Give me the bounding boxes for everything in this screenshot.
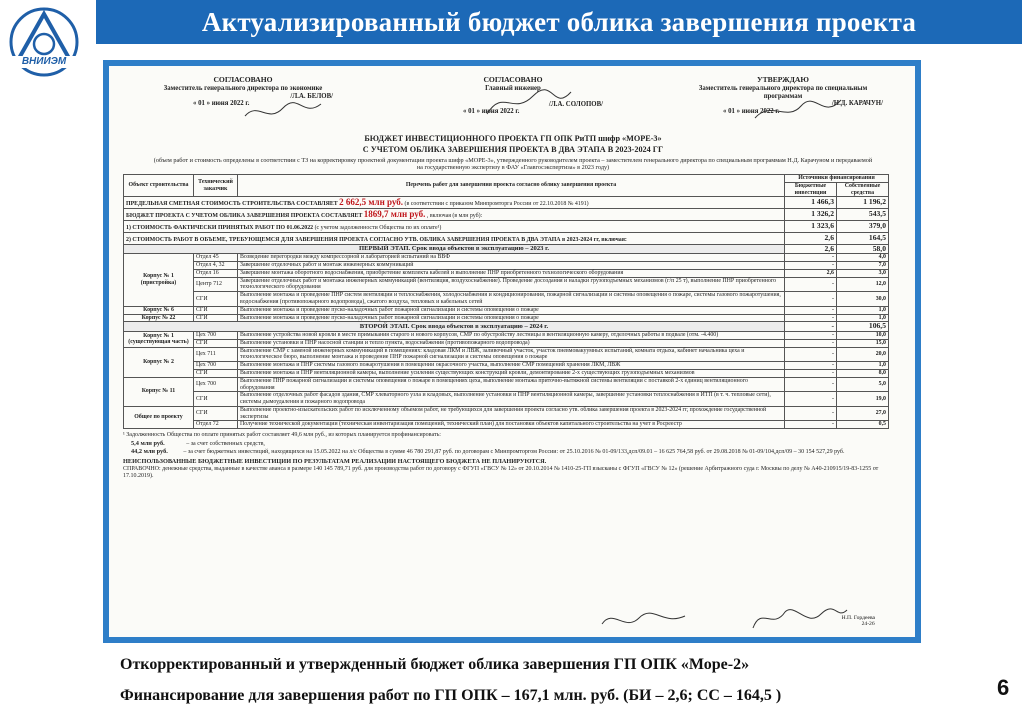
stage2-bi: - (785, 322, 837, 332)
document-subtitle: (объем работ и стоимость определены в соответствии с ТЗ на корректировку проектной документации проекта шифр «МОРЕ-3», утвержденного руководителем проекта – заместителем генерального директора по специальным программам Н.Д. Карачуном и передаваемой на государственную экспертизу в ФАУ «Главгосэкспертиза» в 2023 году) (153, 156, 873, 171)
work-cell: Завершение отделочных работ и монтаж инженерных коммуникаций (238, 262, 785, 270)
table-row (124, 262, 889, 270)
object-cell: Корпус № 1 (существующая часть) (124, 332, 194, 348)
summary-bi: 1 323,6 (785, 221, 837, 233)
approval-economics: СОГЛАСОВАНО Заместитель генерального директора по экономике /Л.А. БЕЛОВ/ « 01 » июня 2022 г. (163, 75, 333, 108)
signature-karachun (753, 96, 843, 126)
dept-cell: Отдел 16 (194, 269, 238, 277)
debt-line-2: 44,2 млн руб. – за счет бюджетных инвестиций, находящихся на 15.05.2022 на л/с Общества в сумме 46 780 291,87 руб. по договорам с Минпромторгом России: от 25.10.2016 № 01-09/133,дсп/09.01 – 16 625 764,58 руб. от 29.08.2018 № 01-09/104,дсп/09 – 30 154 527,29 руб. (131, 447, 845, 455)
approval-chief-engineer: СОГЛАСОВАНО Главный инженер /Л.А. СОЛОПОВ/ « 01 » июня 2022 г. (463, 75, 603, 116)
object-cell: Корпус № 1 (пристройка) (124, 254, 194, 306)
dept-cell: Отдел 45 (194, 254, 238, 262)
table-row (124, 421, 889, 429)
table-row (124, 392, 889, 407)
document-signer: Н.П. Гордеева 24-26 (841, 615, 875, 627)
summary-bi: 2,6 (785, 232, 837, 244)
ss-cell: 12,0 (837, 277, 889, 292)
object-cell: Корпус № 2 (124, 347, 194, 377)
dept-cell: Отдел 72 (194, 421, 238, 429)
signature-belov (243, 96, 323, 126)
summary-text: 2) СТОИМОСТЬ РАБОТ В ОБЪЕМЕ, ТРЕБУЮЩЕМСЯ ДЛЯ ЗАВЕРШЕНИЯ ПРОЕКТА СОГЛАСНО УТВ. ОБЛИКА ЗАВЕРШЕНИЯ ПРОЕКТА В ДВА ЭТАПА в 2023-2024 гг, включая: (124, 232, 785, 244)
document-scan-frame (103, 60, 921, 643)
col-ss: Собственные средства (837, 182, 889, 197)
bi-cell: - (785, 314, 837, 322)
work-cell: Выполнение проектно-изыскательских работ по исключенному объемом работ, не требующихся для завершения проекта согласно утв. облика завершения проекта в 2023-2024 гг, прохождение государственной экспертизы (238, 406, 785, 421)
bi-cell: - (785, 362, 837, 370)
dept-cell: СГИ (194, 314, 238, 322)
table-row (124, 254, 889, 262)
ss-cell: 3,0 (837, 269, 889, 277)
dept-cell: СГИ (194, 406, 238, 421)
object-cell: Общее по проекту (124, 406, 194, 428)
ss-cell: 20,0 (837, 347, 889, 362)
summary-text: 1) СТОИМОСТЬ ФАКТИЧЕСКИ ПРИНЯТЫХ РАБОТ ПО 01.06.2022 (с учетом задолженности Общества по их оплате¹) (124, 221, 785, 233)
ss-cell: 1,0 (837, 314, 889, 322)
summary-row (124, 197, 889, 209)
summary-row (124, 209, 889, 221)
work-cell: Выполнение монтажа и ПНР вентиляционной камеры, выполнение усиления существующих конструкций кровли, демонтирование 2-х существующих грузоподъемных механизмов (238, 369, 785, 377)
ss-cell: 4,0 (837, 254, 889, 262)
stage2-ss: 106,5 (837, 322, 889, 332)
logo-text: ВНИИЭМ (21, 56, 67, 67)
dept-cell: СГИ (194, 369, 238, 377)
signature-bottom-left (599, 606, 689, 634)
signature-bottom-right (749, 602, 849, 634)
table-row (124, 332, 889, 340)
table-row (124, 306, 889, 314)
ss-cell: 27,0 (837, 406, 889, 421)
document-title-1: БЮДЖЕТ ИНВЕСТИЦИОННОГО ПРОЕКТА ГП ОПК РиТП шифр «МОРЕ-3» (364, 134, 662, 143)
bi-cell: - (785, 262, 837, 270)
summary-row (124, 232, 889, 244)
document-title-2: С УЧЕТОМ ОБЛИКА ЗАВЕРШЕНИЯ ПРОЕКТА В ДВА ЭТАПА В 2023-2024 ГГ (362, 145, 664, 155)
stage2-label: ВТОРОЙ ЭТАП. Срок ввода объектов в эксплуатацию – 2024 г. (124, 322, 785, 332)
work-cell: Получение технической документации (техническая инвентаризация помещений, технический план) для постановки объектов капитального строительства на учет в Росреестр (238, 421, 785, 429)
table-row (124, 292, 889, 307)
ss-cell: 30,0 (837, 292, 889, 307)
bi-cell: - (785, 339, 837, 347)
work-cell: Выполнение устройства новой кровли в месте примыкания старого и нового корпусов, СМР по обустройству лестницы в вентиляционную камеру, отделочных работы в подвале (отм. -4.400) (238, 332, 785, 340)
approval-special-programs: УТВЕРЖДАЮ Заместитель генерального директора по специальным программам /Н.Д. КАРАЧУН/ « 01 » июня 2022 г. (698, 75, 883, 116)
ss-cell: 10,0 (837, 332, 889, 340)
dept-cell: СГИ (194, 339, 238, 347)
summary-text: ПРЕДЕЛЬНАЯ СМЕТНАЯ СТОИМОСТЬ СТРОИТЕЛЬСТВА СОСТАВЛЯЕТ 2 662,5 млн руб. (в соответствии с приказом Минпромторга России от 22.10.2018 № 4191) (124, 197, 785, 209)
bi-cell: - (785, 292, 837, 307)
dept-cell: Цех 700 (194, 362, 238, 370)
dept-cell: СГИ (194, 392, 238, 407)
bi-cell: - (785, 421, 837, 429)
debt-note: ¹ Задолженность Общества по оплате принятых работ составляет 49,6 млн руб., из которых планируется профинансировать: (123, 432, 441, 439)
col-bi: Бюджетные инвестиции (785, 182, 837, 197)
approval-block (123, 72, 903, 132)
work-cell: Выполнение СМР с заменой инженерных коммуникаций в помещениях: кладовая ЛКМ и ЛВЖ, заливочный участок, участок пневмовакуумных испытаний, комната отдыха, кабинет начальника цеха и технологическое бюро, выполнение монтажа и проведение ПНР пожарной сигнализации и системы оповещения о пожаре (238, 347, 785, 362)
caption-financing: Финансирование для завершения работ по ГП ОПК – 167,1 млн. руб. (БИ – 2,6; СС – 164,5 ) (120, 687, 782, 704)
budget-document (123, 72, 903, 480)
summary-bi: 1 466,3 (785, 197, 837, 209)
summary-ss: 1 196,2 (837, 197, 889, 209)
table-row (124, 277, 889, 292)
document-notes (123, 432, 903, 480)
dept-cell: Цех 700 (194, 377, 238, 392)
budget-table (123, 174, 889, 429)
work-cell: Выполнение монтажа и проведение пуско-наладочных работ пожарной сигнализации и системы оповещения о пожаре (238, 306, 785, 314)
stage1-ss: 58,0 (837, 244, 889, 254)
col-object: Объект строительства (124, 175, 194, 197)
object-cell: Корпус № 22 (124, 314, 194, 322)
table-row (124, 406, 889, 421)
dept-cell: СГИ (194, 306, 238, 314)
work-cell: Выполнение установки и ПНР насосной станции и тепло пункта, водоснабжения (противопожарного водопровода) (238, 339, 785, 347)
stage1-row (124, 244, 889, 254)
slide-title-bar (96, 0, 1022, 44)
ss-cell: 0,5 (837, 421, 889, 429)
col-works: Перечень работ для завершения проекта согласно облику завершения проекта (238, 175, 785, 197)
page-number: 6 (997, 675, 1010, 700)
stage2-row (124, 322, 889, 332)
table-row (124, 362, 889, 370)
table-row (124, 377, 889, 392)
work-cell: Выполнение монтажа и ПНР системы газового пожаротушения в помещении окрасочного участка, выполнение СМР помещений хранения ЛКМ, ЛВЖ (238, 362, 785, 370)
work-cell: Возведение перегородки между компрессорной и лабораторией испытаний на ВВФ (238, 254, 785, 262)
stage1-bi: 2,6 (785, 244, 837, 254)
ss-cell: 7,0 (837, 262, 889, 270)
col-sources: Источники финансирования (785, 175, 889, 183)
col-customer: Технический заказчик (194, 175, 238, 197)
dept-cell: Центр 712 (194, 277, 238, 292)
ss-cell: 5,0 (837, 377, 889, 392)
bi-cell: - (785, 277, 837, 292)
work-cell: Завершение монтажа оборотного водоснабжения, приобретение комплекта кабелей и выполнение ПНР приобретенного технологического оборудования (238, 269, 785, 277)
bi-cell: - (785, 347, 837, 362)
work-cell: Выполнение монтажа и проведение ПНР систем вентиляции и теплоснабжения, холодоснабжения и кондиционирования, пожарной сигнализации и системы оповещения о пожаре, системы газового пожаротушения, водоснабжения (противопожарного водопровода), сжатого воздуха, тепловых и кабельных сетей (238, 292, 785, 307)
table-row (124, 314, 889, 322)
company-logo (8, 6, 80, 78)
table-row (124, 369, 889, 377)
table-row (124, 347, 889, 362)
table-row (124, 269, 889, 277)
summary-row (124, 221, 889, 233)
summary-bi: 1 326,2 (785, 209, 837, 221)
table-row (124, 339, 889, 347)
reference-note: СПРАВОЧНО: денежные средства, выданные в качестве аванса в размере 140 145 789,71 руб. для производства работ по договору с ФГУП «ГВСУ № 12» от 20.10.2014 № 1410-25-ГП взысканы с ФГУП «ГВСУ № 12» (решение Арбитражного суда г. Москвы по делу № А40-210915/19-83-1255 от 17.10.2019). (123, 465, 879, 480)
work-cell: Выполнение отделочных работ фасадов здания, СМР хлеваторного узла и кладовых, выполнение установки и ПНР вентиляционной камеры, завершение установки теплоснабжения в ИТП (в т. ч. тепловые сети), системы дымоудаления и пожарного водопровода (238, 392, 785, 407)
work-cell: Завершение отделочных работ и монтажа инженерных коммуникаций (вентиляция, воздухоснабжение). Проведение досоздания и наладки грузоподъемных механизмов (г/п 25 т), выполнение ПНР приобретенного технологического оборудования (238, 277, 785, 292)
bi-cell: - (785, 254, 837, 262)
ss-cell: 1,0 (837, 362, 889, 370)
ss-cell: 8,0 (837, 369, 889, 377)
dept-cell: Цех 711 (194, 347, 238, 362)
bi-cell: - (785, 406, 837, 421)
bi-cell: - (785, 392, 837, 407)
summary-ss: 164,5 (837, 232, 889, 244)
bi-cell: - (785, 306, 837, 314)
work-cell: Выполнение монтажа и проведение пуско-наладочных работ пожарной сигнализации и системы оповещения о пожаре (238, 314, 785, 322)
ss-cell: 19,0 (837, 392, 889, 407)
object-cell: Корпус № 6 (124, 306, 194, 314)
ss-cell: 15,0 (837, 339, 889, 347)
unused-investments-note: НЕИСПОЛЬЗОВАННЫЕ БЮДЖЕТНЫЕ ИНВЕСТИЦИИ ПО РЕЗУЛЬТАТАМ РЕАЛИЗАЦИИ НАСТОЯЩЕГО БЮДЖЕТА НЕ ПЛАНИРУЮТСЯ. (123, 458, 547, 466)
ss-cell: 1,0 (837, 306, 889, 314)
debt-line-1: 5,4 млн руб. – за счет собственных средств, (131, 439, 265, 447)
dept-cell: Отдел 4, 32 (194, 262, 238, 270)
dept-cell: СГИ (194, 292, 238, 307)
work-cell: Выполнение ПНР пожарной сигнализации и системы оповещения о пожаре в помещениях цеха, выполнение монтажа приточно-вытяжной системы вентиляции с поставкой 2-х единиц вентиляционного оборудования (238, 377, 785, 392)
slide-title: Актуализированный бюджет облика завершения проекта (201, 6, 917, 37)
signature-solopov (483, 86, 573, 120)
bi-cell: - (785, 332, 837, 340)
object-cell: Корпус № 11 (124, 377, 194, 406)
bi-cell: - (785, 377, 837, 392)
summary-text: БЮДЖЕТ ПРОЕКТА С УЧЕТОМ ОБЛИКА ЗАВЕРШЕНИЯ ПРОЕКТА СОСТАВЛЯЕТ 1869,7 млн руб. , включая (в млн руб): (124, 209, 785, 221)
stage1-label: ПЕРВЫЙ ЭТАП. Срок ввода объектов в эксплуатацию – 2023 г. (124, 244, 785, 254)
summary-ss: 379,0 (837, 221, 889, 233)
caption-budget: Откорректированный и утвержденный бюджет облика завершения ГП ОПК «Море-2» (120, 656, 750, 673)
bi-cell: - (785, 369, 837, 377)
bi-cell: 2,6 (785, 269, 837, 277)
summary-ss: 543,5 (837, 209, 889, 221)
dept-cell: Цех 700 (194, 332, 238, 340)
